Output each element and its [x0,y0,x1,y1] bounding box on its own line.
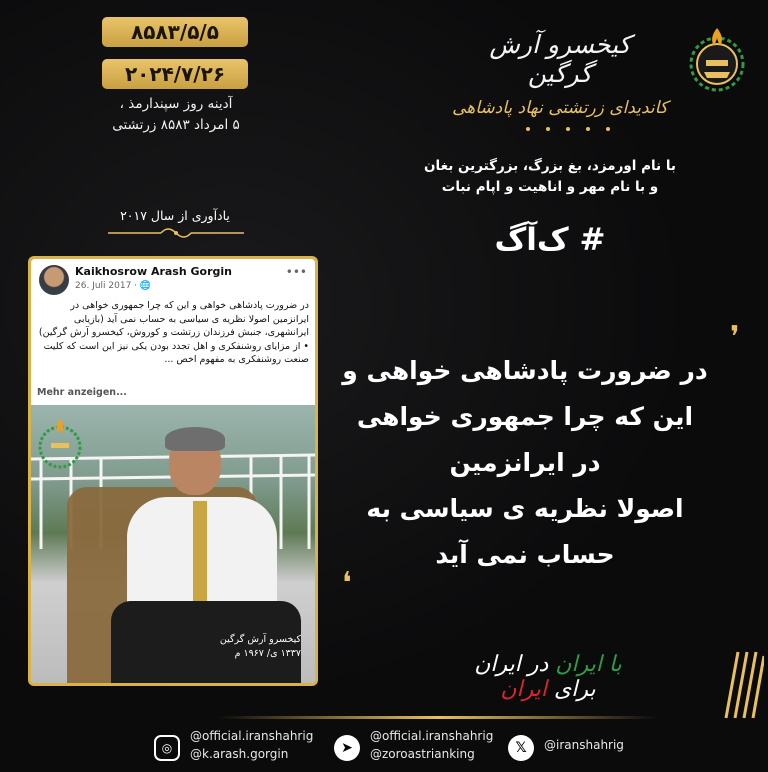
slogan-part1: با ایران [555,652,622,677]
quote-line4: اصولا نظریه ی سیاسی به [366,494,684,523]
person-hair [165,427,225,451]
zoroastrian-date-badge: ۸۵۸۳/۵/۵ [102,17,248,47]
show-more-dots: ... [116,387,127,398]
slogan-part3: برای [547,677,596,702]
invocation [400,156,700,198]
hashtag: # ک‌آگ [494,222,606,258]
day-text-line2: ۵ امرداد ۸۵۸۳ زرتشتی [112,117,240,133]
slogan-part2: در ایران [474,652,556,677]
quote-line2: این که چرا جمهوری خواهی [356,402,694,431]
avatar [39,265,69,295]
quote-line1: در ضرورت پادشاهی خواهی و [342,356,708,385]
photo-caption-line1: کیخسرو آرش گرگین [219,634,301,645]
invocation-line1: با نام اورمزد، بغ بزرگ، بزرگترین بغان [424,158,676,174]
post-body [31,259,315,683]
day-text-line1: آدینه روز سپندارمذ ، [119,96,233,112]
x-handle[interactable]: @iranshahrig [544,738,624,752]
show-more-label[interactable]: Mehr anzeigen [37,387,117,398]
x-icon[interactable]: 𝕏 [508,735,534,761]
quote-line5: حساب نمی آید [435,540,615,569]
candidate-name: کیخسرو آرش گرگین [489,30,631,88]
post-date-text: 26. Juli 2017 · [75,281,140,291]
watermark-logo-icon [35,415,85,471]
quote-close-mark: ❛ [342,566,352,601]
post-author: Kaikhosrow Arash Gorgin [75,265,232,278]
photo-caption-line2: ۱۳۳۷ ی/ ۱۹۶۷ م [234,648,301,659]
slogan [456,652,640,702]
decorative-stripes [722,650,764,720]
telegram-handle-2[interactable]: @zoroastrianking [370,747,475,761]
instagram-handles [190,727,313,763]
instagram-handle-1[interactable]: @official.iranshahrig [190,729,314,743]
dots-divider [520,126,616,132]
show-more-link[interactable] [37,387,127,398]
telegram-icon[interactable]: ➤ [334,735,360,761]
person-tie [193,501,207,611]
post-date [75,281,151,291]
post-photo [31,405,315,683]
emblem-logo-icon [684,22,750,98]
memory-label: یادآوری از سال ۲۰۱۷ [120,208,230,223]
instagram-icon[interactable]: ◎ [154,735,180,761]
instagram-handle-2[interactable]: @k.arash.gorgin [190,747,289,761]
day-description [96,94,256,136]
telegram-handle-1[interactable]: @official.iranshahrig [370,729,494,743]
more-options-icon[interactable]: ••• [285,265,307,279]
footer-divider [218,716,658,719]
candidate-subtitle: کاندیدای زرتشتی نهاد پادشاهی [452,98,668,118]
photo-caption [220,633,301,661]
main-quote [330,348,720,578]
quote-line3: در ایرانزمین [449,448,601,477]
invocation-line2: و با نام مهر و اناهیت و اپام نبات [441,179,659,195]
telegram-handles [370,727,493,763]
quote-open-mark: ❜ [730,320,740,355]
facebook-post-card [28,256,318,686]
globe-icon: 🌐 [139,281,152,291]
gregorian-date-badge: ۲۰۲۴/۷/۲۶ [102,59,248,89]
slogan-part4: ایران [500,677,548,702]
post-text: در ضرورت پادشاهی خواهی و این که چرا جمهوری خواهی در ایرانزمین اصولا نظریه ی سیاسی به حساب نمی آید (بازیابی ایرانشهری، جنبش فرزندان زرتشت و کوروش، کیخسرو آرش گرگین) • از مزایای روشنفکری و اهل تجدد بودن یکی نیز این است که کلیت صنعت روشنفکری به مفهوم اخص ... [38,300,309,365]
flourish-ornament [106,226,246,240]
